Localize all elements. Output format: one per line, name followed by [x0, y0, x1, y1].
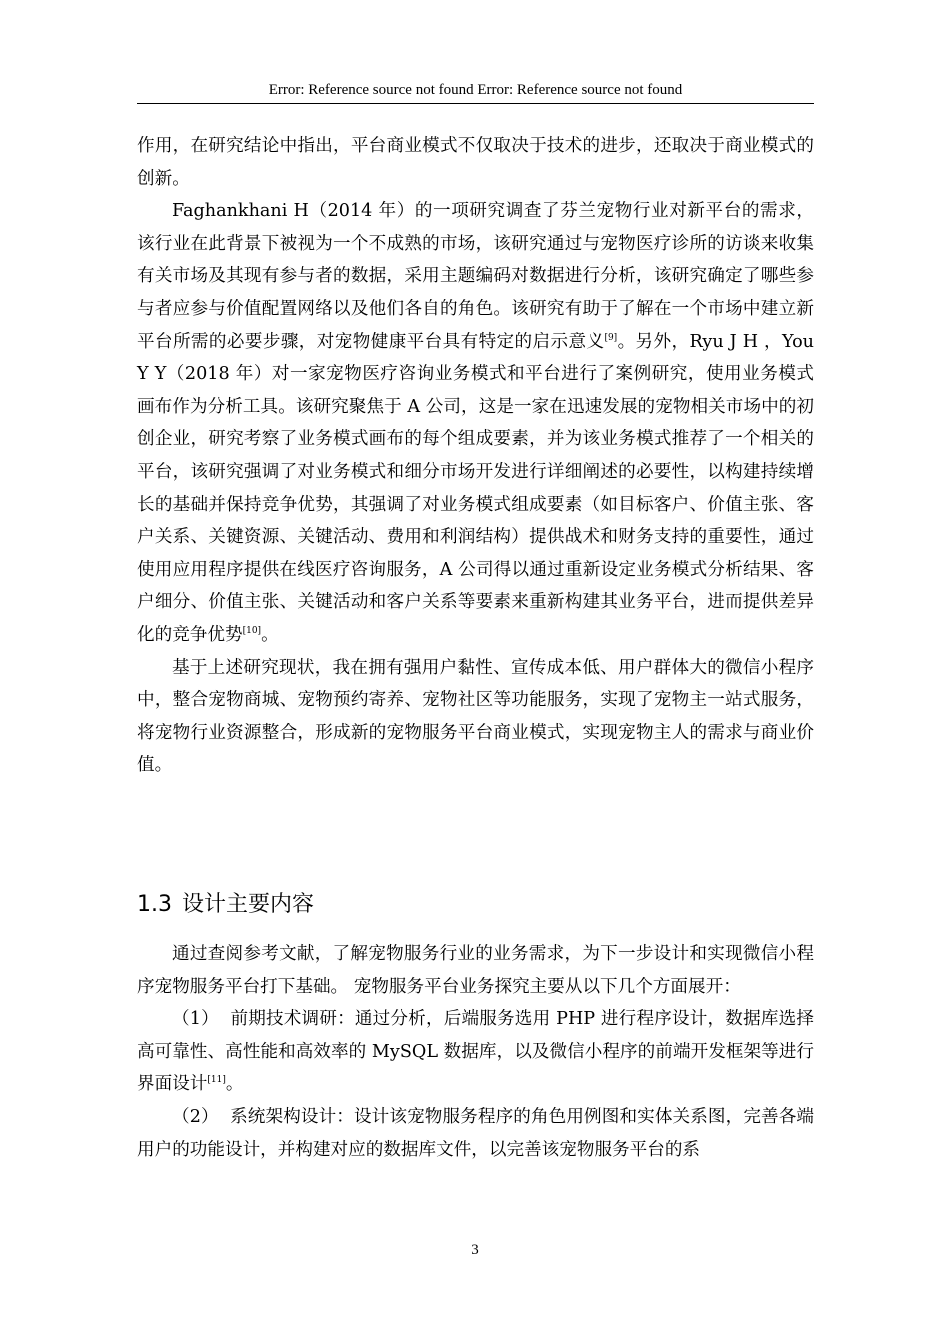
list-item-1-text: 前期技术调研：通过分析，后端服务选用 PHP 进行程序设计，数据库选择高可靠性、高性能和高效率的 MySQL 数据库，以及微信小程序的前端开发框架等进行界面设计	[137, 1009, 814, 1095]
paragraph-2-part-2: 。另外，Ryu J H ，You Y Y（2018 年）对一家宠物医疗咨询业务模式和平台进行了案例研究，使用业务模式画布作为分析工具。该研究聚焦于 A 公司，这是一家在迅速发展的宠物相关市场中的初创企业，研究考察了业务模式画布的每个组成要素，并为该业务模式推荐了一个相关的平台，该研究强调了对业务模式和细分市场开发进行详细阐述的必要性，以构建持续增长的基础并保持竞争优势，其强调了对业务模式组成要素（如目标客户、价值主张、客户关系、关键资源、关键活动、费用和利润结构）提供战术和财务支持的重要性，通过使用应用程序提供在线医疗咨询服务，A 公司得以通过重新设定业务模式分析结果、客户细分、价值主张、关键活动和客户关系等要素来重新构建其业务平台，进而提供差异化的竞争优势	[137, 331, 815, 645]
paragraph-3: 基于上述研究现状，我在拥有强用户黏性、宣传成本低、用户群体大的微信小程序中，整合宠物商城、宠物预约寄养、宠物社区等功能服务，实现了宠物主一站式服务，将宠物行业资源整合，形成新的宠物服务平台商业模式，实现宠物主人的需求与商业价值。	[137, 657, 814, 776]
paragraph-1: 作用，在研究结论中指出，平台商业模式不仅取决于技术的进步，还取决于商业模式的创新。	[137, 136, 814, 189]
page-number: 3	[471, 1242, 479, 1258]
citation-11: [11]	[207, 1075, 226, 1086]
header-rule	[137, 103, 814, 104]
list-item-2-text: 系统架构设计：设计该宠物服务程序的角色用例图和实体关系图，完善各端用户的功能设计，并构建对应的数据库文件，以完善该宠物服务平台的系	[137, 1106, 815, 1160]
list-item-2-label: （2）	[172, 1106, 219, 1127]
list-item-2	[137, 1101, 814, 1166]
section-title: 设计主要内容	[182, 892, 315, 917]
list-item-1-label: （1）	[172, 1009, 219, 1030]
running-header: Error: Reference source not found Error: Reference source not found	[268, 82, 683, 98]
paragraph-2-part-1: Faghankhani H（2014 年）的一项研究调查了芬兰宠物行业对新平台的需求，该行业在此背景下被视为一个不成熟的市场，该研究通过与宠物医疗诊所的访谈来收集有关市场及其现有参与者的数据，采用主题编码对数据进行分析，该研究确定了哪些参与者应参与价值配置网络以及他们各自的角色。该研究有助于了解在一个市场中建立新平台所需的必要步骤，对宠物健康平台具有特定的启示意义	[137, 201, 814, 352]
section-paragraph-1: 通过查阅参考文献，了解宠物服务行业的业务需求，为下一步设计和实现微信小程序宠物服务平台打下基础。 宠物服务平台业务探究主要从以下几个方面展开：	[137, 944, 814, 997]
section-number: 1.3	[137, 892, 172, 917]
paragraph-2-part-3: 。	[261, 624, 279, 645]
citation-9: [9]	[604, 332, 618, 343]
body-text-block-2	[137, 938, 814, 1166]
citation-10: [10]	[242, 625, 262, 636]
list-item-1	[137, 1003, 814, 1101]
list-item-1-end: 。	[225, 1074, 244, 1095]
body-text-block-1	[137, 130, 814, 782]
paragraph-2	[137, 195, 814, 651]
section-heading	[137, 887, 314, 923]
